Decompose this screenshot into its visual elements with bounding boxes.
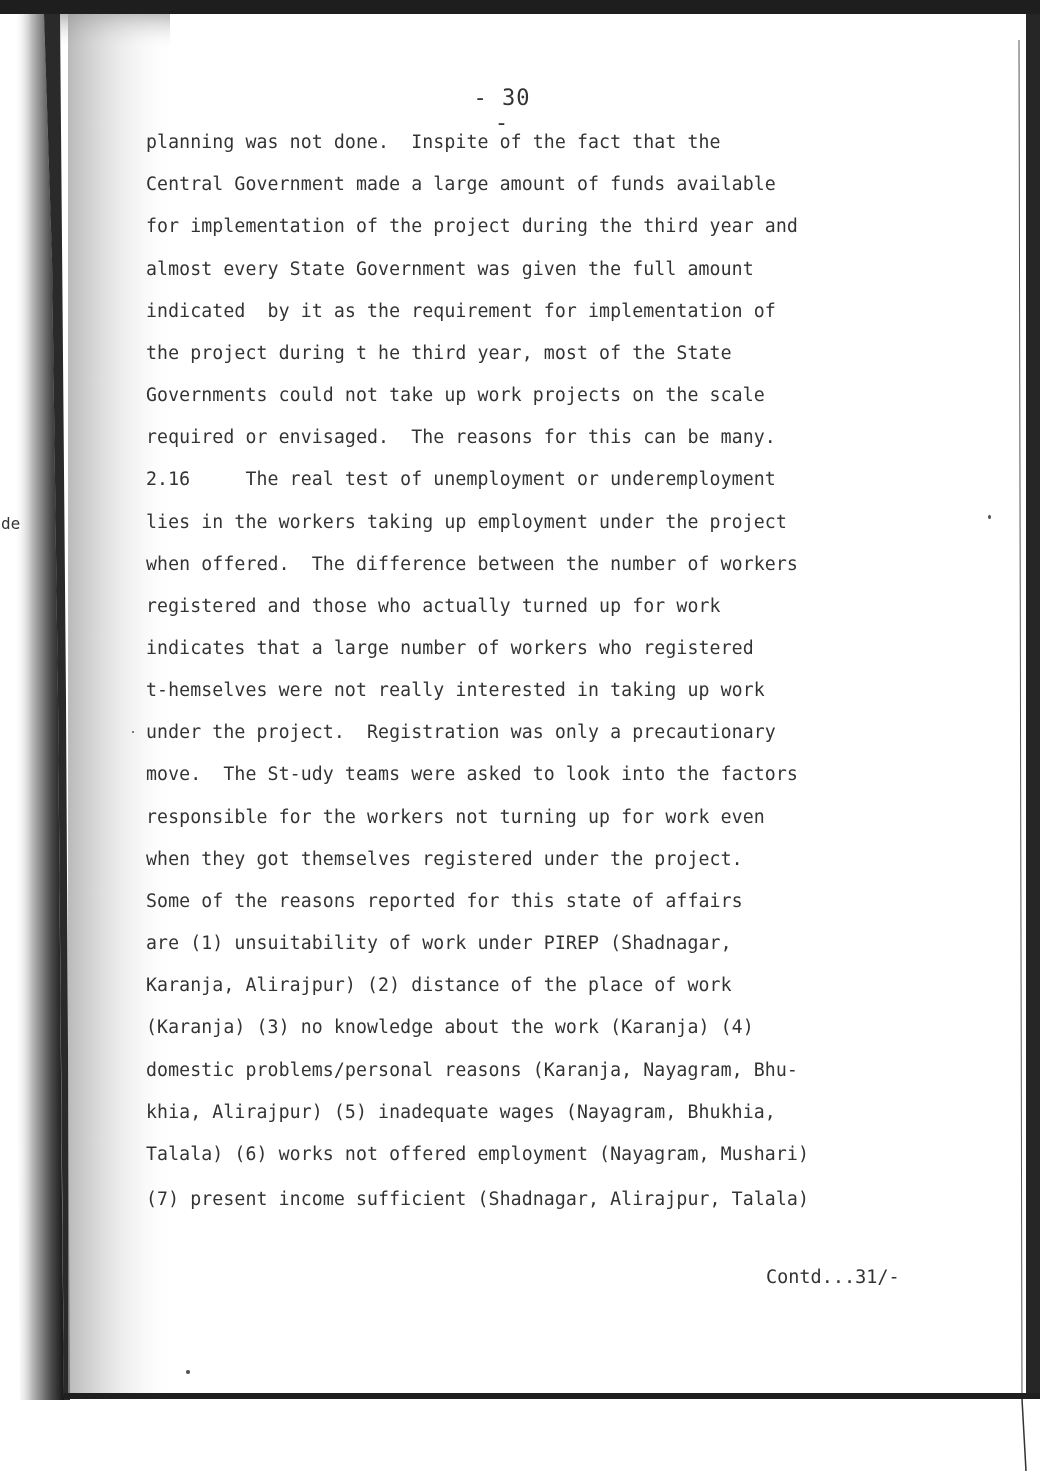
bottom-page-edge	[64, 1393, 1040, 1399]
text-line: responsible for the workers not turning up for work even	[146, 807, 765, 828]
ink-speck	[132, 731, 134, 733]
text-line: Karanja, Alirajpur) (2) distance of the place of work	[146, 975, 732, 996]
text-line: indicates that a large number of workers who registered	[146, 638, 754, 659]
text-line: Some of the reasons reported for this state of affairs	[146, 891, 743, 912]
text-line: (Karanja) (3) no knowledge about the work (Karanja) (4)	[146, 1017, 754, 1038]
top-scan-border	[0, 0, 1040, 14]
ink-speck	[988, 515, 991, 519]
text-line: when they got themselves registered under the project.	[146, 849, 743, 870]
text-line: move. The St-udy teams were asked to look into the factors	[146, 764, 798, 785]
text-line: registered and those who actually turned up for work	[146, 596, 721, 617]
margin-text-fragment: de	[1, 514, 21, 533]
right-page-edge	[1019, 40, 1022, 1400]
text-line: Governments could not take up work projects on the scale	[146, 385, 765, 406]
text-line: for implementation of the project during the third year and	[146, 216, 798, 237]
text-line: when offered. The difference between the number of workers	[146, 554, 798, 575]
text-line: are (1) unsuitability of work under PIREP (Shadnagar,	[146, 933, 732, 954]
text-line: Talala) (6) works not offered employment (Nayagram, Mushari)	[146, 1144, 809, 1165]
bottom-right-fold	[1022, 1399, 1026, 1471]
text-line: khia, Alirajpur) (5) inadequate wages (Nayagram, Bhukhia,	[146, 1102, 776, 1123]
text-line: Central Government made a large amount of funds available	[146, 174, 776, 195]
text-line: 2.16 The real test of unemployment or underemployment	[146, 469, 776, 490]
page-number: - 30 -	[473, 86, 531, 136]
text-line: required or envisaged. The reasons for this can be many.	[146, 427, 776, 448]
text-line: under the project. Registration was only a precautionary	[146, 722, 776, 743]
text-line: t-hemselves were not really interested in taking up work	[146, 680, 765, 701]
right-scan-border	[1026, 14, 1040, 1394]
text-line: almost every State Government was given the full amount	[146, 259, 754, 280]
continuation-note: Contd...31/-	[766, 1267, 900, 1288]
text-line: indicated by it as the requirement for implementation of	[146, 301, 776, 322]
text-line: (7) present income sufficient (Shadnagar, Alirajpur, Talala)	[146, 1189, 809, 1210]
text-line: the project during t he third year, most of the State	[146, 343, 732, 364]
text-line: lies in the workers taking up employment under the project	[146, 512, 787, 533]
text-line: domestic problems/personal reasons (Karanja, Nayagram, Bhu-	[146, 1060, 798, 1081]
text-line: planning was not done. Inspite of the fact that the	[146, 132, 721, 153]
ink-speck	[186, 1370, 190, 1374]
